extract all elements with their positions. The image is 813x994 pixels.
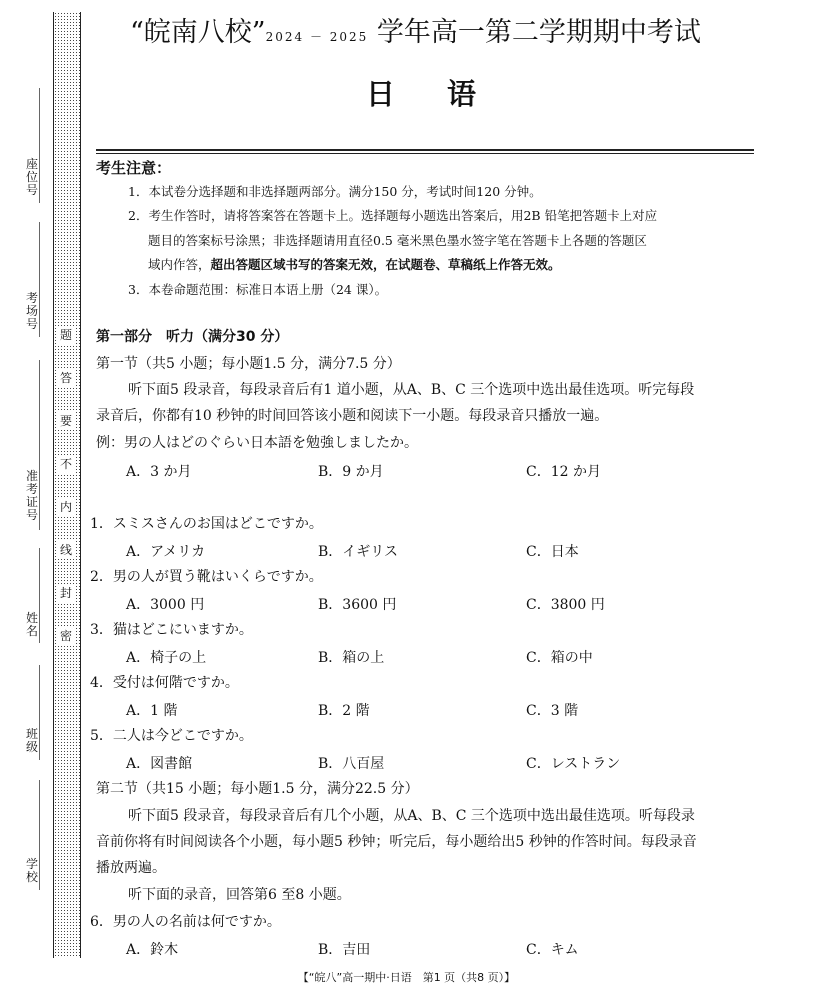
option: A．1 階 [126, 703, 178, 719]
option: C．レストラン [526, 756, 621, 772]
section1-instructions: 听下面5 段录音，每段录音后有1 道小题，从A、B、C 三个选项中选出最佳选项。听完每段 [128, 382, 695, 398]
notice-item: 2．考生作答时，请将答案答在答题卡上。选择题每小题选出答案后，用2B 铅笔把答题卡上对应 [128, 208, 658, 223]
option: B．3600 円 [318, 597, 397, 613]
header-rule [96, 149, 754, 151]
exam-room-line [39, 222, 40, 337]
section1-heading: 第一节（共5 小题；每小题1.5 分，满分7.5 分） [96, 356, 401, 372]
title-years: 2024 － 2025 [265, 30, 369, 44]
header-rule [96, 153, 754, 154]
example-option: C．12 か月 [526, 464, 601, 480]
binding-char: 线 [56, 541, 76, 559]
binding-char: 密 [56, 627, 76, 645]
seat-number-label: 座位号 [25, 157, 38, 197]
section2-instructions: 音前你将有时间阅读各个小题，每小题5 秒钟；听完后，每小题给出5 秒钟的作答时间。每段录音 [96, 834, 697, 850]
option: A．椅子の上 [126, 650, 207, 666]
section2-instructions: 听下面5 段录音，每段录音后有几个小题，从A、B、C 三个选项中选出最佳选项。听每段录 [128, 808, 695, 824]
option: B．吉田 [318, 942, 371, 958]
notice-item-bold: 超出答题区域书写的答案无效，在试题卷、草稿纸上作答无效。 [210, 257, 561, 272]
binding-char: 题 [56, 326, 76, 344]
notice-heading: 考生注意： [96, 159, 172, 177]
question-3: 3．猫はどこにいますか。 [90, 622, 253, 638]
admission-number-label: 准考证号 [25, 469, 38, 522]
option: A．鈴木 [126, 942, 179, 958]
option: A．アメリカ [126, 544, 206, 560]
class-label: 班级 [25, 727, 38, 754]
binding-strip [53, 12, 81, 958]
example-option: A．3 か月 [126, 464, 192, 480]
option: C．箱の中 [526, 650, 593, 666]
question-6: 6．男の人の名前は何ですか。 [90, 914, 281, 930]
question-1: 1．スミスさんのお国はどこですか。 [90, 516, 323, 532]
notice-item: 3．本卷命题范围：标准日本语上册（24 课）。 [128, 282, 388, 297]
notice-item [148, 256, 561, 274]
option: C．キム [526, 942, 579, 958]
question-5: 5．二人は今どこですか。 [90, 728, 253, 744]
option: B．2 階 [318, 703, 370, 719]
option: B．八百屋 [318, 756, 385, 772]
option: B．箱の上 [318, 650, 385, 666]
seat-number-line [39, 88, 40, 203]
example-option: B．9 か月 [318, 464, 384, 480]
notice-item: 题目的答案标号涂黑；非选择题请用直径0.5 毫米黑色墨水签字笔在答题卡上各题的答题区 [148, 233, 647, 248]
option: A．図書館 [126, 756, 193, 772]
notice-item: 1．本试卷分选择题和非选择题两部分。满分150 分，考试时间120 分钟。 [128, 184, 542, 199]
school-label: 学校 [25, 857, 38, 884]
option: C．日本 [526, 544, 579, 560]
option: C．3800 円 [526, 597, 605, 613]
option: B．イギリス [318, 544, 399, 560]
option: C．3 階 [526, 703, 579, 719]
name-label: 姓名 [25, 611, 38, 638]
part1-heading: 第一部分 听力（满分30 分） [96, 329, 289, 345]
section2-instructions: 播放两遍。 [96, 860, 166, 876]
binding-char: 封 [56, 584, 76, 602]
exam-room-label: 考场号 [25, 291, 38, 331]
binding-char: 要 [56, 412, 76, 430]
section1-instructions: 录音后，你都有10 秒钟的时间回答该小题和阅读下一小题。每段录音只播放一遍。 [96, 408, 609, 424]
admission-number-line [39, 360, 40, 530]
binding-char: 不 [56, 455, 76, 473]
subject-title: 日语 [366, 77, 529, 111]
notice-item-part: 域内作答， [148, 257, 211, 272]
title-prefix: “皖南八校” [130, 17, 266, 48]
page-title [130, 10, 701, 49]
class-line [39, 665, 40, 760]
option: A．3000 円 [126, 597, 205, 613]
example-question: 例：男の人はどのぐらい日本語を勉強しましたか。 [96, 435, 418, 451]
question-4: 4．受付は何階ですか。 [90, 675, 239, 691]
binding-char: 内 [56, 498, 76, 516]
section2-heading: 第二节（共15 小题；每小题1.5 分，满分22.5 分） [96, 781, 419, 797]
page-footer: 【“皖八”高一期中·日语 第1 页（共8 页）】 [297, 971, 516, 984]
question-2: 2．男の人が買う靴はいくらですか。 [90, 569, 323, 585]
section2-subinstruction: 听下面的录音，回答第6 至8 小题。 [128, 887, 351, 903]
school-line [39, 780, 40, 890]
name-line [39, 548, 40, 643]
binding-char: 答 [56, 369, 76, 387]
title-suffix: 学年高一第二学期期中考试 [376, 17, 701, 48]
